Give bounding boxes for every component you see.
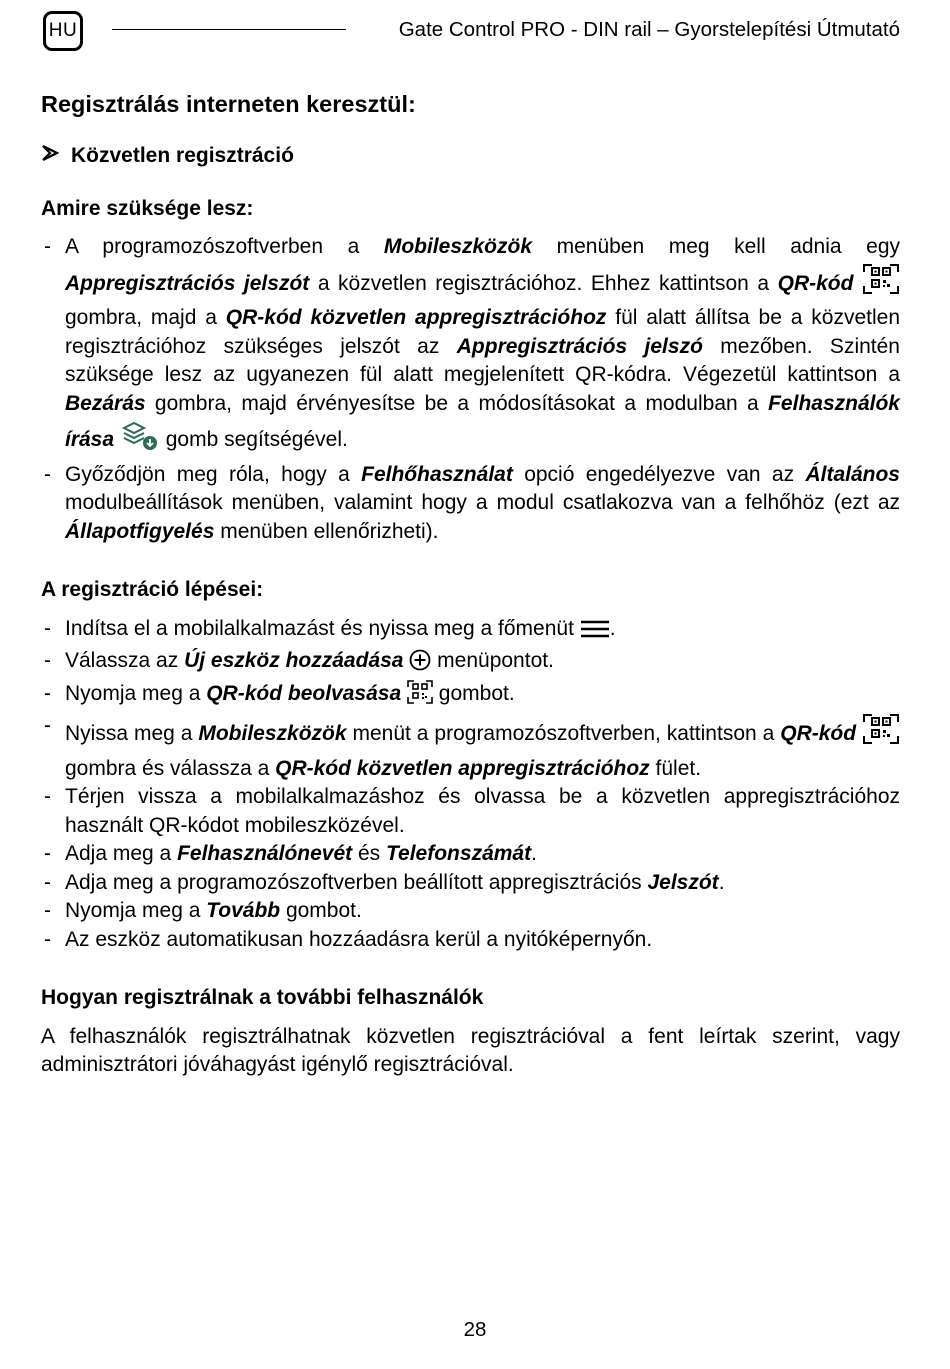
text-run: Nyomja meg a	[65, 681, 207, 705]
text-run: Térjen vissza a mobilalkalmazáshoz és olvassa be a közvetlen appregisztrációhoz használt QR-kódot mobileszközével.	[65, 785, 900, 837]
step-item	[41, 869, 900, 898]
arrow-bullet-icon	[41, 142, 61, 171]
emphasis: Felhasználónevét	[177, 842, 353, 865]
text-run: gomb segítségével.	[159, 428, 348, 451]
subsection-title	[41, 142, 900, 171]
text-run: gombra, majd a	[65, 306, 226, 329]
emphasis: Felhasználók írása	[65, 391, 900, 451]
step-item	[41, 647, 900, 680]
emphasis: Felhőhasználat	[361, 462, 513, 486]
steps-heading: A regisztráció lépései:	[41, 578, 264, 601]
text-run: fület.	[649, 756, 702, 780]
text-run: Adja meg a	[65, 842, 178, 865]
text-run: fül alatt állítsa be a közvetlen regisztrációhoz szükséges jelszót az	[65, 306, 900, 358]
qr-scan-icon	[407, 680, 433, 713]
text-run: Nyissa meg a	[65, 722, 199, 745]
emphasis: Mobileszközök	[198, 722, 347, 745]
emphasis: QR-kód beolvasása	[206, 681, 402, 705]
emphasis: QR-kód közvetlen appregisztrációhoz	[225, 306, 607, 329]
text-run: Győződjön meg róla, hogy a	[65, 462, 362, 486]
emphasis: Állapotfigyelés	[65, 519, 215, 543]
needs-heading: Amire szüksége lesz:	[41, 196, 254, 220]
emphasis: QR-kód	[777, 271, 854, 295]
needs-item	[41, 233, 900, 461]
language-badge: HU	[43, 11, 83, 51]
step-item	[41, 783, 900, 840]
document-body	[41, 86, 900, 1080]
step-item	[41, 840, 900, 869]
step-item	[41, 680, 900, 713]
subsection-title-text: Közvetlen regisztráció	[71, 144, 294, 167]
text-run: mezőben. Szintén szüksége lesz az ugyanezen fül alatt megjelenített QR-kódra. Végezetül kattintson a	[65, 334, 900, 386]
text-run: gombra és válassza a	[65, 756, 276, 780]
text-run: gombra, majd érvényesítse be a módosításokat a modulban a	[145, 391, 769, 415]
text-run: .	[531, 842, 537, 865]
emphasis: Appregisztrációs jelszó	[456, 334, 703, 358]
section-title: Regisztrálás interneten keresztül:	[41, 91, 416, 117]
text-run: .	[718, 870, 725, 894]
text-run: Válassza az	[65, 649, 185, 672]
text-run: A programozószoftverben a	[65, 235, 384, 258]
text-run: Az eszköz automatikusan hozzáadásra kerül a nyitóképernyőn.	[65, 927, 653, 951]
emphasis: Általános	[805, 462, 900, 486]
others-heading: Hogyan regisztrálnak a további felhasználók	[41, 986, 484, 1009]
text-run: menüben ellenőrizheti).	[214, 519, 439, 543]
emphasis: QR-kód közvetlen appregisztrációhoz	[275, 756, 650, 780]
page-number: 28	[463, 1318, 487, 1341]
text-run: Adja meg a programozószoftverben beállított appregisztrációs	[65, 870, 648, 894]
step-item	[41, 926, 900, 955]
add-circle-icon	[409, 649, 431, 680]
emphasis: Appregisztrációs jelszót	[65, 271, 310, 295]
emphasis: Új eszköz hozzáadása	[184, 649, 404, 672]
hamburger-menu-icon	[580, 619, 610, 648]
text-run: menüpontot.	[431, 649, 554, 672]
emphasis: Jelszót	[647, 870, 719, 894]
write-users-icon	[120, 418, 160, 461]
text-run: .	[609, 616, 616, 640]
qr-code-icon	[862, 262, 900, 305]
text-run: modulbeállítások menüben, valamint hogy a modul csatlakozva van a felhőhöz (ezt az	[65, 491, 900, 514]
emphasis: Bezárás	[65, 391, 146, 415]
step-item	[41, 897, 900, 926]
text-run: a közvetlen regisztrációhoz. Ehhez kattintson a	[309, 271, 778, 295]
text-run: Nyomja meg a	[65, 899, 207, 922]
emphasis: Telefonszámát	[386, 842, 532, 865]
step-item	[41, 615, 900, 648]
text-run: gombot.	[280, 899, 362, 922]
text-run: gombot.	[432, 681, 515, 705]
others-paragraph: A felhasználók regisztrálhatnak közvetlen regisztrációval a fent leírtak szerint, vagy adminisztrátori jóváhagyást igénylő regisztrációval.	[41, 1024, 900, 1076]
text-run: menüt a programozószoftverben, kattintson a	[346, 722, 781, 745]
qr-code-icon	[862, 712, 900, 755]
text-run: és	[352, 842, 386, 865]
header-title: Gate Control PRO - DIN rail – Gyorstelepítési Útmutató	[398, 18, 900, 41]
step-item	[41, 712, 900, 783]
text-run: opció engedélyezve van az	[512, 462, 806, 486]
emphasis: Mobileszközök	[383, 235, 533, 258]
header-rule	[112, 29, 346, 30]
text-run: Indítsa el a mobilalkalmazást és nyissa meg a főmenüt	[65, 616, 580, 640]
needs-item	[41, 461, 900, 547]
emphasis: Tovább	[206, 899, 281, 922]
needs-list	[41, 233, 900, 546]
steps-list	[41, 615, 900, 955]
text-run: menüben meg kell adnia egy	[532, 235, 900, 258]
emphasis: QR-kód	[780, 722, 857, 745]
